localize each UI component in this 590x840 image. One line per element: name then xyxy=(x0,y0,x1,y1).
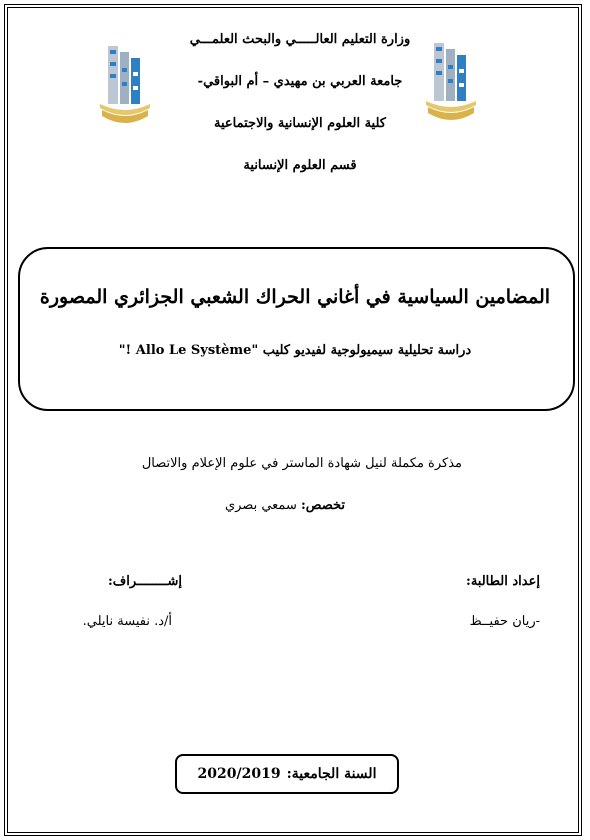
specialty-line xyxy=(225,498,345,513)
memo-description: مذكرة مكملة لنيل شهادة الماستر في علوم الإعلام والاتصال xyxy=(141,456,462,471)
title-box xyxy=(18,247,575,411)
university-logo-icon-left xyxy=(94,38,156,128)
academic-year-box xyxy=(175,754,399,794)
supervisor-label: إشــــــــراف: xyxy=(107,574,182,589)
academic-year-label: السنة الجامعية: xyxy=(286,766,377,782)
academic-year-value: 2020/2019 xyxy=(197,766,281,782)
department-name: قسم العلوم الإنسانية xyxy=(243,158,357,173)
student-name: -ريان حفيــظ xyxy=(469,614,540,629)
thesis-title: المضامين السياسية في أغاني الحراك الشعبي الجزائري المصورة xyxy=(39,286,551,308)
supervisor-name: أ/د. نفيسة نايلي. xyxy=(82,614,172,629)
ministry-name: وزارة التعليم العالـــــي والبحث العلمـــي xyxy=(189,32,411,47)
student-label: إعداد الطالبة: xyxy=(466,574,540,589)
thesis-subtitle: دراسة تحليلية سيميولوجية لفيديو كليب "Allo Le Système !" xyxy=(118,343,472,358)
university-name: جامعة العربي بن مهيدي – أم البواقي- xyxy=(197,74,403,89)
specialty-value: سمعي بصري xyxy=(224,498,297,513)
faculty-name: كلية العلوم الإنسانية والاجتماعية xyxy=(214,116,386,131)
specialty-label: تخصص: xyxy=(300,498,345,513)
